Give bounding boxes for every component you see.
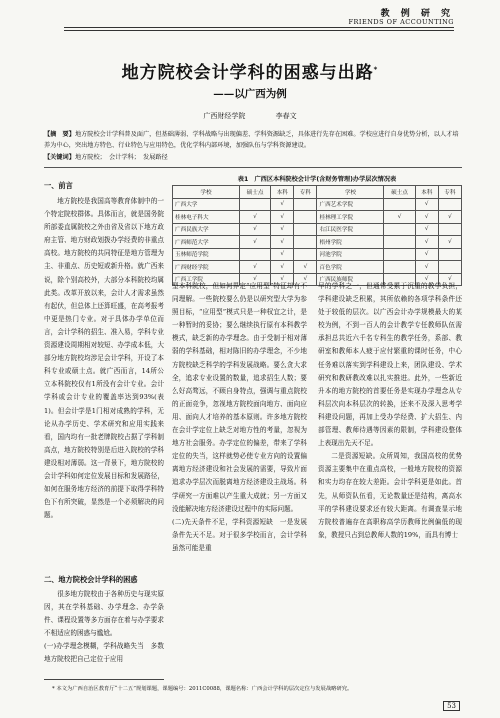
table-header-row — [173, 186, 462, 199]
table-cell: √ — [294, 273, 317, 286]
table-cell — [384, 223, 415, 236]
table-row — [173, 261, 462, 274]
table-cell: √ — [415, 236, 438, 249]
table-cell: 桂林理工学院 — [317, 211, 384, 224]
table-cell — [294, 211, 317, 224]
article-subtitle: ——以广西为例 — [213, 88, 287, 100]
table-cell: 百色学院 — [317, 261, 384, 274]
author-affiliation: 广西财经学院 — [203, 112, 246, 120]
abstract-text: 地方院校会计学科普及面广，但基础薄弱、学科战略与出现偏差、学科资源缺乏，具体进行先存在困难。学校应进行自身优势分析，以人才培养为中心，突出地方特色、行业特色与应用特色，优化学科内部环境，加强队伍与学科资源建设。 — [44, 131, 459, 149]
table-cell: 梧州学院 — [317, 236, 384, 249]
table-cell: √ — [271, 198, 294, 211]
table-cell: √ — [415, 261, 438, 274]
table-cell — [240, 198, 271, 211]
table-cell: √ — [438, 273, 461, 286]
table-cell: 广西民族师院 — [317, 273, 384, 286]
table-cell: √ — [240, 273, 271, 286]
table-cell — [438, 223, 461, 236]
table-cell: 玉林师范学院 — [173, 248, 240, 261]
table-cell: √ — [271, 273, 294, 286]
table-cell: √ — [384, 211, 415, 224]
table-caption: 表1 广西区本科院校会计学(含财务管理)办学层次情况表 — [237, 176, 397, 183]
table-cell: √ — [240, 236, 271, 249]
paragraph: 早的学科之一，但通常受累于沉重的教学负担，学科建设缺乏积累，其所依赖的各项学科条件还处于较低的层次。以广西会计办学规模最大的某校为例，不到一百人的会计教学专任教师队伍需承担总共近六千名专科生的教学任务，系部、教研室和教师本人疲于应付繁重的课时任务，中心任务难以落实到学科建设上来，团队建设、学术研究和教研教改难以扎实推进。此外，一些新近升本的地方院校的首要任务是实现办学理念从专科层次向本科层次的转换，还来不及深入思考学科建设问题，再加上受办学经费、扩大招生、内部管理、教师待遇等因素的限制，学科建设整体上表现出先天不足。 — [318, 282, 462, 448]
column-2-body — [172, 280, 307, 672]
table-cell — [294, 236, 317, 249]
authors — [0, 111, 500, 121]
header-rule-thin — [64, 30, 454, 31]
table-cell: 广西工学院 — [173, 273, 240, 286]
journal-header-en: FRIENDS OF ACCOUNTING — [348, 18, 454, 26]
table-cell: 右江民医学院 — [317, 223, 384, 236]
table-cell — [384, 261, 415, 274]
article-title: 地方院校会计学科的困惑与出路* — [121, 63, 379, 83]
table-row — [173, 223, 462, 236]
table-cell: 广西师范大学 — [173, 236, 240, 249]
table-cell — [384, 248, 415, 261]
keywords — [44, 152, 462, 161]
table-cell: √ — [271, 211, 294, 224]
table-cell: 桂林电子科大 — [173, 211, 240, 224]
table-cell: 河池学院 — [317, 248, 384, 261]
abstract-label: 【摘 要】 — [44, 131, 75, 138]
table-header: 专科 — [294, 186, 317, 199]
table-header: 专科 — [438, 186, 461, 199]
column-3-body — [318, 280, 462, 672]
table-cell: √ — [240, 261, 271, 274]
header-rule — [64, 27, 454, 28]
table-cell — [438, 248, 461, 261]
table-cell: √ — [415, 211, 438, 224]
footnote — [52, 684, 472, 692]
table-cell: 广西财经学院 — [173, 261, 240, 274]
table-header: 学校 — [317, 186, 384, 199]
table-cell: √ — [415, 223, 438, 236]
table-row — [173, 198, 462, 211]
section-heading-dilemma: 二、地方院校会计学科的困惑 — [44, 575, 138, 584]
table-cell: √ — [438, 211, 461, 224]
table-cell — [384, 198, 415, 211]
table-cell: √ — [415, 198, 438, 211]
section-heading-intro: 一、前言 — [44, 181, 73, 190]
table-cell: 广西艺术学院 — [317, 198, 384, 211]
footnote-mark: * — [52, 686, 55, 692]
footnote-rule — [44, 679, 164, 680]
column-1-body — [44, 195, 164, 520]
footnote-text: 本文为广西自治区教育厅“十二五”规划课题，课题编号：2011C0088，课题名称：广西会计学科的层次定位与发展战略研究。 — [56, 686, 353, 692]
journal-header-cn: 教 例 研 究 — [380, 9, 454, 19]
title-footnote-mark: * — [373, 65, 379, 74]
paragraph: 很多地方院校由于各种历史与现实原因，其在学科基础、办学理念、办学条件、课程设置等多方面存在着与办学要求不相适应的困惑与尴尬。 — [44, 590, 164, 638]
table-row — [173, 248, 462, 261]
table-cell — [384, 236, 415, 249]
table-cell — [438, 261, 461, 274]
table-header: 本科 — [271, 186, 294, 199]
paragraph: 型本科院校，但如何界定“应用型”特征却有不同理解。一些院校要么仍是以研究型大学为参照目标，“应用型”模式只是一种权宜之计，是一种暂时的妥协；要么继续执行原有本科教学模式，缺乏新的办学理念。由于受制于相对薄弱的学科基础，相对陈旧的办学理念，不少地方院校缺乏科学的学科发展战略。要么贪大求全，追求专业设置的数量，追求招生人数；要么好高骛远，不顾自身特点，强调与重点院校的正面竞争，忽视地方院校面向地方、面向应用、面向人才培养的基本原则。许多地方院校在会计学定位上缺乏对地方性的考量，忽视为地方社会服务。办学定位的偏差，带来了学科定位的失当，这样就势必使专业方向的设置偏离地方经济建设和社会发展的需要，导致片面追求办学层次而脱离地方经济建设主战场。科学研究一方面难以产生重大成就；另一方面又没能解决地方经济建设过程中的实际问题。 — [172, 282, 307, 513]
table-cell — [240, 248, 271, 261]
table-cell: √ — [271, 261, 294, 274]
column-1-tail — [44, 588, 164, 670]
table-cell: √ — [271, 248, 294, 261]
keywords-label: 【关键词】 — [44, 154, 75, 161]
table-cell: √ — [415, 273, 438, 286]
table-cell: √ — [294, 261, 317, 274]
table-cell: √ — [271, 223, 294, 236]
table-header: 硕士点 — [240, 186, 271, 199]
table-cell: 广西大学 — [173, 198, 240, 211]
table-cell: √ — [271, 236, 294, 249]
keywords-text: 地方院校； 会计学科； 发展路径 — [74, 154, 168, 161]
page-number: 53 — [443, 701, 460, 711]
table-cell: √ — [438, 236, 461, 249]
paragraph: 地方院校是我国高等教育体制中的一个特定院校群体。具体而言，就是国务院所部委直属院校之外由省及省以下地方政府主管、地方财政划拨办学经费的非重点高校。地方院校的共同特征是地方管理为主、非重点、历史短或新升格。就广西来说，除个别高校外，大部分本科院校均属此类。改革开放以来，会计人才需求虽然有起伏，但总体上还算旺盛，在高考报考中更是热门专业。对于具体办学单位而言，会计学科的招生、准入易，学科专业资源建设周期相对较短、办学成本低，大部分地方院校均涉足会计学科，开设了本科专业或硕士点。就广西而言，14所公立本科院校仅有1所没有会计专业。会计学科或会计专业的覆盖率达到93%(表1)。但会计学是1门相对成熟的学科，无论从办学历史、学术研究和应用实践来看，国内均有一批老牌院校占据了学科制高点，地方院校特别是后进入院校的学科建设相对薄弱。这一背景下，地方院校的会计学科如何定位发展目标和发展路径，如何在服务地方经济的前提下取得学科特色下有所突破，显然是一个必须解决的问题。 — [44, 197, 164, 520]
table-cell: 广西民族大学 — [173, 223, 240, 236]
subsection-heading: (二)先天条件不足，学科资源短缺 一是发展条件先天不足。对于很多学校而言，会计学科虽然可能是重 — [172, 517, 307, 552]
table-row — [173, 211, 462, 224]
subsection-heading: (一)办学理念模糊，学科战略失当 多数地方院校把自己定位于应用 — [44, 642, 164, 664]
abstract-rule — [44, 167, 462, 168]
table-header: 学校 — [173, 186, 240, 199]
table-cell — [438, 198, 461, 211]
table-header: 本科 — [415, 186, 438, 199]
abstract — [44, 129, 462, 151]
author-name: 李春文 — [275, 112, 297, 120]
table-cell — [294, 223, 317, 236]
table-cell: √ — [240, 223, 271, 236]
table-row — [173, 236, 462, 249]
table-cell — [294, 248, 317, 261]
schools-table — [172, 185, 462, 286]
paragraph: 二是资源短缺。众所周知，我国高校的优势资源主要集中在重点高校，一般地方院校的资源和实力均存在较大差距。会计学科更是如此。首先，从师资队伍看，无论数量还是结构，离高水平的学科建设要求还有较大距离。有调查显示地方院校普遍存在高职称高学历教师比例偏低的现象，教授只占到总教师人数的19%，而具有博士 — [318, 452, 462, 539]
table-cell: √ — [240, 211, 271, 224]
table-cell: √ — [415, 248, 438, 261]
table-cell — [294, 198, 317, 211]
table-header: 硕士点 — [384, 186, 415, 199]
